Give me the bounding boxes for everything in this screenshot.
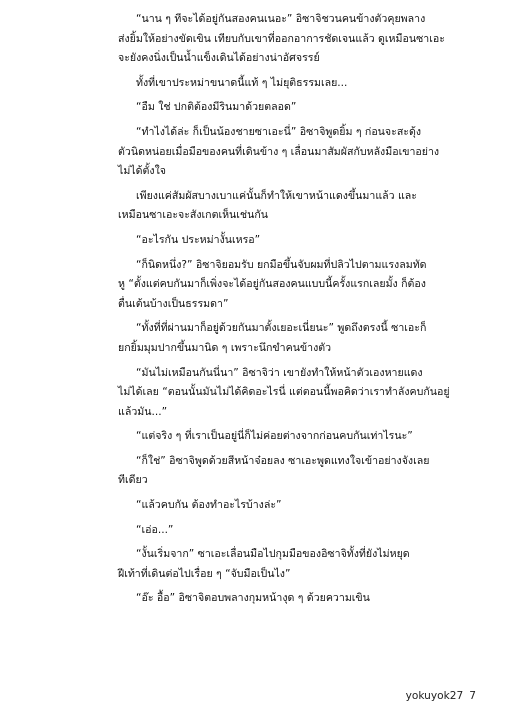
paragraph: [118, 123, 476, 182]
paragraph: [118, 545, 476, 584]
text-line: ทั้งที่เขาประหม่าขนาดนี้แท้ ๆ ไม่ยุติธรรมเลย...: [136, 76, 348, 89]
paragraph: [118, 521, 476, 541]
text-line: “อืม ใช่ ปกติต้องมีรินมาด้วยตลอด”: [136, 101, 297, 114]
text-line: “ก็นิดหนึ่ง?” อิซาจิยอมรับ ยกมือขึ้นจับผมที่ปลิวไปตามแรงลมทัด: [136, 258, 427, 271]
text-line: ยกยิ้มมุมปากขึ้นมานิด ๆ เพราะนึกขำคนข้างตัว: [118, 341, 332, 354]
text-line: ตื่นเต้นบ้างเป็นธรรมดา”: [118, 297, 229, 310]
paragraph: [118, 427, 476, 447]
text-line: ไม่ได้ตั้งใจ: [118, 165, 166, 178]
text-line: ฝีเท้าที่เดินต่อไปเรื่อย ๆ “จับมือเป็นไง”: [118, 567, 291, 580]
text-line: “งั้นเริ่มจาก” ซาเอะเลื่อนมือไปกุมมือของอิซาจิทั้งที่ยังไม่หยุด: [136, 548, 410, 561]
paragraph: [118, 231, 476, 251]
paragraph: [118, 74, 476, 94]
paragraph: [118, 10, 476, 69]
text-line: ไม่ได้เลย “ตอนนั้นมันไม่ได้คิดอะไรนี่ แต่ตอนนี้พอคิดว่าเราทำลังคบกันอยู่: [118, 386, 450, 399]
text-line: “แล้วคบกัน ต้องทำอะไรบ้างล่ะ”: [136, 499, 282, 512]
text-line: “มันไม่เหมือนกันนี่นา” อิซาจิว่า เขายังทำให้หน้าตัวเองหายแดง: [136, 366, 423, 379]
text-line: เพียงแค่สัมผัสบางเบาแค่นั้นก็ทำให้เขาหน้าแดงขึ้นมาแล้ว และ: [136, 189, 417, 202]
page-footer: [406, 690, 476, 702]
text-line: แล้วมัน...”: [118, 405, 168, 418]
text-line: จะยังคงนิ่งเป็นน้ำแข็งเดินได้อย่างน่าอัศจรรย์: [118, 52, 320, 65]
author-handle: yokuyok27: [405, 690, 464, 702]
story-body: [118, 10, 476, 609]
text-line: “แต่จริง ๆ ที่เราเป็นอยู่นี่ก็ไม่ค่อยต่างจากก่อนคบกันเท่าไรนะ”: [136, 430, 413, 443]
text-line: “อ๊ะ อื้อ” อิซาจิตอบพลางกุมหน้างุด ๆ ด้วยความเขิน: [136, 592, 370, 605]
text-line: ทีเดียว: [118, 474, 148, 487]
paragraph: [118, 98, 476, 118]
text-line: “ทั้งที่ที่ผ่านมาก็อยู่ด้วยกันมาตั้งเยอะเนี่ยนะ” พูดถึงตรงนี้ ซาเอะก็: [136, 322, 427, 335]
paragraph: [118, 589, 476, 609]
paragraph: [118, 452, 476, 491]
text-line: “อะไรกัน ประหม่างั้นเหรอ”: [136, 233, 261, 246]
text-line: “ก็ใช่” อิซาจิพูดด้วยสีหน้าจ๋อยลง ซาเอะพูดแทงใจเข้าอย่างจังเลย: [136, 454, 430, 467]
paragraph: [118, 256, 476, 315]
text-line: “นาน ๆ ทีจะได้อยู่กันสองคนเนอะ” อิซาจิชวนคนข้างตัวคุยพลาง: [136, 13, 426, 25]
paragraph: [118, 319, 476, 358]
text-line: เหมือนซาเอะจะสังเกตเห็นเช่นกัน: [118, 209, 269, 222]
text-line: “ทำไงได้ล่ะ ก็เป็นน้องชายซาเอะนี่” อิซาจิพูดยิ้ม ๆ ก่อนจะสะดุ้ง: [136, 125, 422, 138]
paragraph: [118, 364, 476, 423]
text-line: “เอ่อ...”: [136, 523, 174, 536]
text-line: ส่งยิ้มให้อย่างขัดเขิน เทียบกับเขาที่ออกอาการชัดเจนแล้ว ดูเหมือนซาเอะ: [118, 32, 445, 45]
paragraph: [118, 496, 476, 516]
page-number: 7: [469, 690, 476, 702]
paragraph: [118, 187, 476, 226]
text-line: ตัวนิดหน่อยเมื่อมือของคนที่เดินข้าง ๆ เลื่อนมาสัมผัสกับหลังมือเขาอย่าง: [118, 145, 440, 158]
text-line: หู “ตั้งแต่คบกันมาก็เพิ่งจะได้อยู่กันสองคนแบบนี้ครั้งแรกเลยมั้ง ก็ต้อง: [118, 278, 426, 291]
